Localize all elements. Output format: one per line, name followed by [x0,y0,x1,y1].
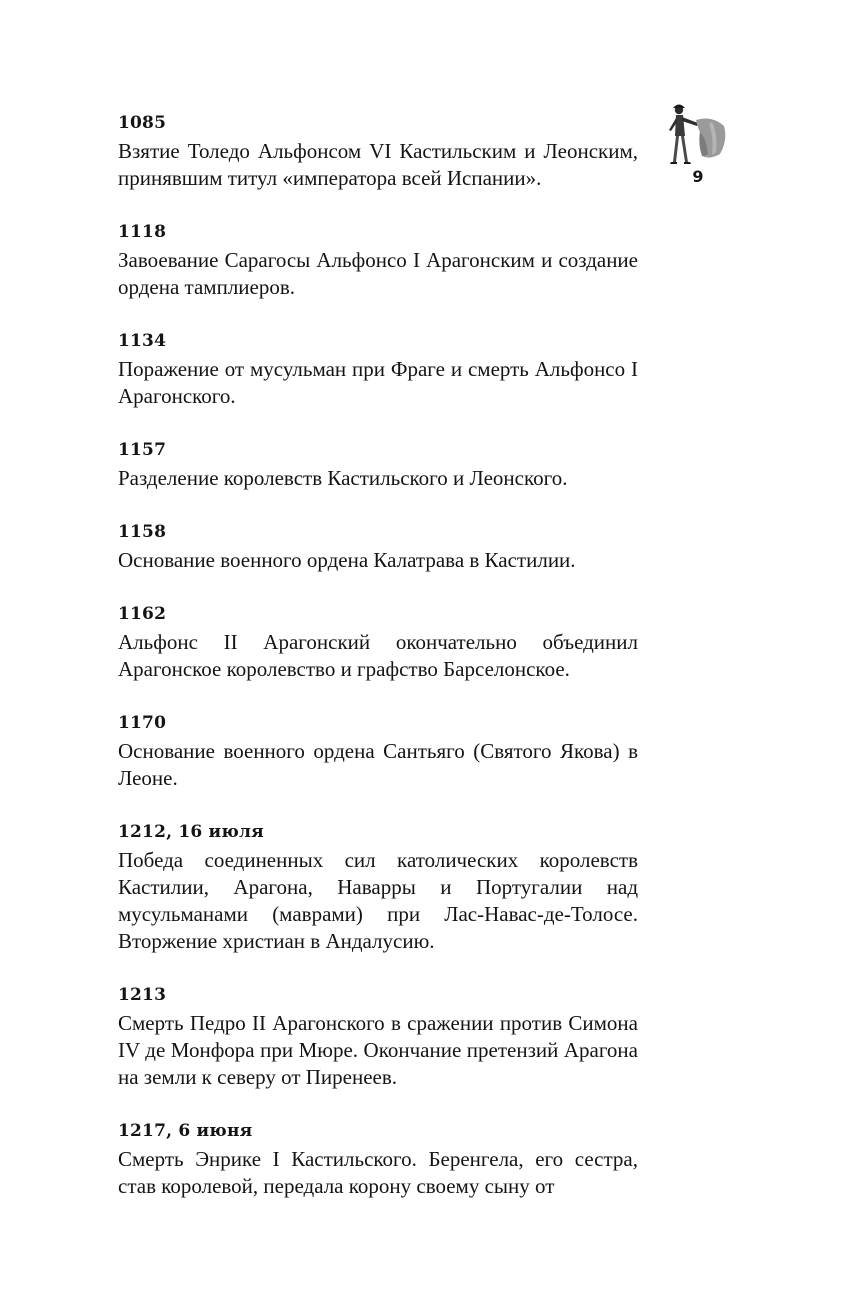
entry-date: 1162 [118,604,167,624]
chronology-entry [118,328,638,410]
chronology-entry [118,982,638,1091]
entry-date: 1157 [118,440,167,460]
chronology-entry [118,437,638,492]
chronology-entry [118,819,638,955]
entry-text: Смерть Энрике I Кастильского. Беренгела, его сестра, став королевой, передала корону своему сыну от [118,1147,638,1198]
entry-date: 1217, 6 июня [118,1121,253,1141]
entry-text: Основание военного ордена Сантьяго (Святого Якова) в Леоне. [118,739,638,790]
chronology-entry [118,219,638,301]
entry-text: Разделение королевств Кастильского и Леонского. [118,466,568,490]
entry-date: 1085 [118,113,167,133]
entry-text: Завоевание Сарагосы Альфонсо I Арагонским и создание ордена тамплиеров. [118,248,638,299]
entry-date: 1213 [118,985,167,1005]
chronology-entry [118,110,638,192]
entry-date: 1212, 16 июля [118,822,264,842]
entry-text: Смерть Педро II Арагонского в сражении против Симона IV де Монфора при Мюре. Окончание претензий Арагона на земли к северу от Пиренеев. [118,1011,638,1089]
chronology-list [118,110,638,1200]
entry-text: Основание военного ордена Калатрава в Кастилии. [118,548,576,572]
page-number: 9 [692,167,704,186]
entry-date: 1118 [118,222,167,242]
chronology-entry [118,601,638,683]
chronology-entry [118,710,638,792]
entry-text: Поражение от мусульман при Фраге и смерть Альфонсо I Арагонского. [118,357,638,408]
entry-date: 1158 [118,522,167,542]
entry-text: Взятие Толедо Альфонсом VI Кастильским и Леонским, принявшим титул «императора всей Испании». [118,139,638,190]
entry-text: Альфонс II Арагонский окончательно объединил Арагонское королевство и графство Барселонское. [118,630,638,681]
chronology-entry [118,1118,638,1200]
entry-text: Победа соединенных сил католических королевств Кастилии, Арагона, Наварры и Португалии над мусульманами (маврами) при Лас-Навас-де-Толосе. Вторжение христиан в Андалусию. [118,848,638,953]
chronology-entry [118,519,638,574]
entry-date: 1134 [118,331,167,351]
entry-date: 1170 [118,713,167,733]
